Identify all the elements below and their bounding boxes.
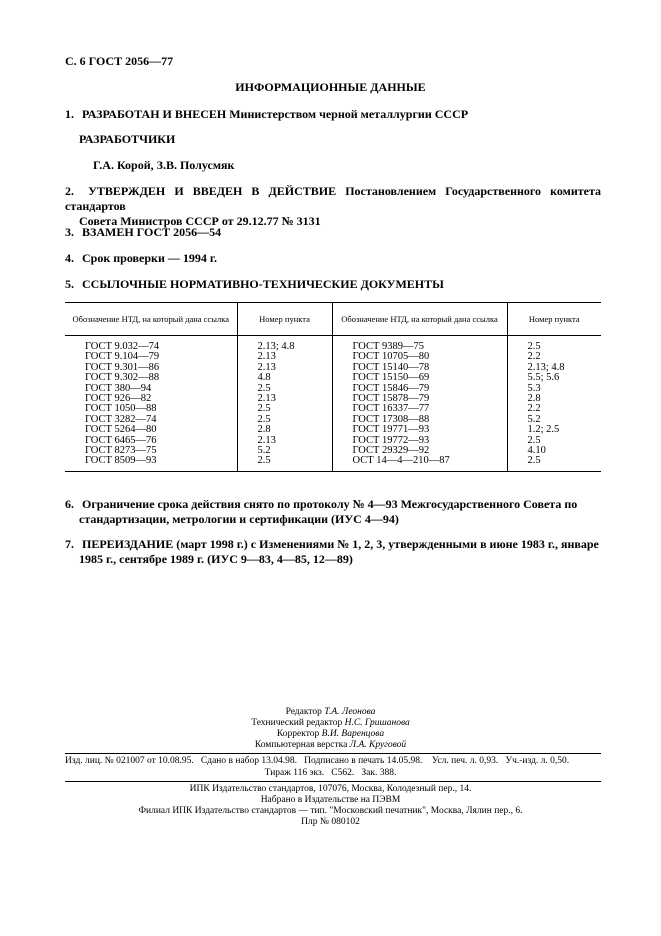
item-6 <box>65 497 601 527</box>
doc-cell: ОСТ 14—4—210—87 <box>332 456 507 471</box>
tech-editor-name: Н.С. Гришанова <box>344 718 410 728</box>
point-cell: 2.5 <box>237 384 332 394</box>
point-cell: 2.5 <box>507 436 601 446</box>
col-header-doc: Обозначение НТД, на который дана ссылка <box>332 303 507 336</box>
editor-line <box>0 707 661 718</box>
col-header-point: Номер пункта <box>237 303 332 336</box>
point-cell: 2.5 <box>507 336 601 353</box>
item-4 <box>65 251 601 266</box>
layout-line <box>0 740 661 751</box>
section-title: ИНФОРМАЦИОННЫЕ ДАННЫЕ <box>235 80 426 94</box>
point-cell: 2.5 <box>237 456 332 471</box>
item-text: РАЗРАБОТАН И ВНЕСЕН Министерством черной металлургии СССР <box>82 107 469 121</box>
doc-cell: ГОСТ 8273—75 <box>85 445 157 457</box>
point-cell: 5.2 <box>237 446 332 456</box>
point-cell: 2.13; 4.8 <box>237 336 332 353</box>
item-text: ПЕРЕИЗДАНИЕ (март 1998 г.) с Изменениями № 1, 2, 3, утвержденными в июне 1983 г., январе <box>82 537 599 551</box>
developers-heading: РАЗРАБОТЧИКИ <box>79 132 176 146</box>
doc-cell: ГОСТ 5264—80 <box>85 424 157 436</box>
point-cell: 2.5 <box>507 456 601 471</box>
editor-name: Т.А. Леонова <box>324 707 376 717</box>
item-number: 5. <box>65 277 74 291</box>
point-cell: 2.13 <box>237 394 332 404</box>
doc-cell: ГОСТ 19772—93 <box>332 436 507 446</box>
press-line-3: Филиал ИПК Издательство стандартов — тип. "Московский печатник", Москва, Лялин пер., 6. <box>138 806 523 816</box>
point-cell: 2.13 <box>237 352 332 362</box>
point-cell: 2.2 <box>507 352 601 362</box>
run-line: Тираж 116 экз. С562. Зак. 388. <box>264 768 397 778</box>
point-cell: 2.13 <box>237 363 332 373</box>
item-text: ВЗАМЕН ГОСТ 2056—54 <box>82 225 222 239</box>
point-cell: 2.5 <box>237 415 332 425</box>
point-cell: 2.13 <box>237 436 332 446</box>
divider <box>65 753 601 754</box>
item-number: 7. <box>65 537 74 551</box>
point-cell: 4.10 <box>507 446 601 456</box>
item-number: 1. <box>65 107 74 121</box>
doc-cell: ГОСТ 15846—79 <box>332 384 507 394</box>
table-row <box>65 456 601 471</box>
doc-cell: ГОСТ 9.302—88 <box>85 372 160 384</box>
item-number: 2. <box>65 184 74 198</box>
item-5 <box>65 277 601 292</box>
press-line-1: ИПК Издательство стандартов, 107076, Москва, Колодезный пер., 14. <box>189 784 472 794</box>
layout-label: Компьютерная верстка <box>254 740 348 750</box>
press-line-4: Плр № 080102 <box>301 817 360 827</box>
point-cell: 1.2; 2.5 <box>507 425 601 435</box>
doc-cell: ГОСТ 9.301—86 <box>85 361 160 373</box>
item-text-line2: 1985 г., сентябре 1989 г. (ИУС 9—83, 4—85, 12—89) <box>79 552 353 566</box>
doc-cell: ГОСТ 15140—78 <box>332 363 507 373</box>
tech-editor-label: Технический редактор <box>251 718 343 728</box>
table-header-row <box>65 303 601 336</box>
point-cell: 4.8 <box>237 373 332 383</box>
doc-cell: ГОСТ 926—82 <box>85 393 152 405</box>
item-3 <box>65 225 601 240</box>
doc-cell: ГОСТ 10705—80 <box>332 352 507 362</box>
developers-names: Г.А. Корой, З.В. Полусмяк <box>93 158 235 172</box>
item-number: 4. <box>65 251 74 265</box>
doc-cell: ГОСТ 16337—77 <box>332 404 507 414</box>
doc-cell: ГОСТ 380—94 <box>85 382 152 394</box>
point-cell: 2.8 <box>237 425 332 435</box>
doc-cell: ГОСТ 9.032—74 <box>85 341 160 352</box>
tech-editor-line <box>0 718 661 729</box>
doc-cell: ГОСТ 15878—79 <box>332 394 507 404</box>
item-text-line2: Совета Министров СССР от 29.12.77 № 3131 <box>79 214 321 228</box>
item-1 <box>65 107 601 122</box>
doc-cell: ГОСТ 1050—88 <box>85 403 157 415</box>
item-text: ССЫЛОЧНЫЕ НОРМАТИВНО-ТЕХНИЧЕСКИЕ ДОКУМЕНТЫ <box>82 277 444 291</box>
point-cell: 5.3 <box>507 384 601 394</box>
point-cell: 2.13; 4.8 <box>507 363 601 373</box>
publication-line: Изд. лиц. № 021007 от 10.08.95. Сдано в набор 13.04.98. Подписано в печать 14.05.98. Усл. печ. л. 0,93. Уч.-изд. л. 0,50. <box>65 756 570 766</box>
item-text: Срок проверки — 1994 г. <box>82 251 217 265</box>
divider <box>65 781 601 782</box>
point-cell: 2.2 <box>507 404 601 414</box>
corrector-label: Корректор <box>276 729 320 739</box>
doc-cell: ГОСТ 6465—76 <box>85 434 157 446</box>
press-line-2: Набрано в Издательстве на ПЭВМ <box>260 795 401 805</box>
point-cell: 5.2 <box>507 415 601 425</box>
item-lead: УТВЕРЖДЕН И ВВЕДЕН В ДЕЙСТВИЕ <box>88 184 337 198</box>
doc-cell: ГОСТ 29329—92 <box>332 446 507 456</box>
doc-cell: ГОСТ 9389—75 <box>332 336 507 353</box>
point-cell: 5.5; 5.6 <box>507 373 601 383</box>
item-2 <box>65 184 601 229</box>
item-7 <box>65 537 601 567</box>
doc-cell: ГОСТ 17308—88 <box>332 415 507 425</box>
point-cell: 2.8 <box>507 394 601 404</box>
doc-cell: ГОСТ 19771—93 <box>332 425 507 435</box>
doc-cell: ГОСТ 15150—69 <box>332 373 507 383</box>
col-header-point: Номер пункта <box>507 303 601 336</box>
corrector-name: В.И. Варенцова <box>321 729 385 739</box>
doc-cell: ГОСТ 8509—93 <box>65 456 237 471</box>
point-cell: 2.5 <box>237 404 332 414</box>
doc-cell: ГОСТ 3282—74 <box>85 413 157 425</box>
item-text-line2: стандартизации, метрологии и сертификации (ИУС 4—94) <box>79 512 399 526</box>
item-text: Постановлением Государственного комитета стандартов <box>65 184 601 213</box>
item-number: 3. <box>65 225 74 239</box>
page-header: С. 6 ГОСТ 2056—77 <box>65 54 174 68</box>
layout-name: Л.А. Круговой <box>349 740 407 750</box>
references-table <box>65 302 601 472</box>
col-header-doc: Обозначение НТД, на который дана ссылка <box>65 303 237 336</box>
item-number: 6. <box>65 497 74 511</box>
table-row <box>65 336 601 353</box>
corrector-line <box>0 729 661 740</box>
item-text: Ограничение срока действия снято по протоколу № 4—93 Межгосударственного Совета по <box>82 497 578 511</box>
doc-cell: ГОСТ 9.104—79 <box>85 351 160 363</box>
editor-label: Редактор <box>285 707 322 717</box>
